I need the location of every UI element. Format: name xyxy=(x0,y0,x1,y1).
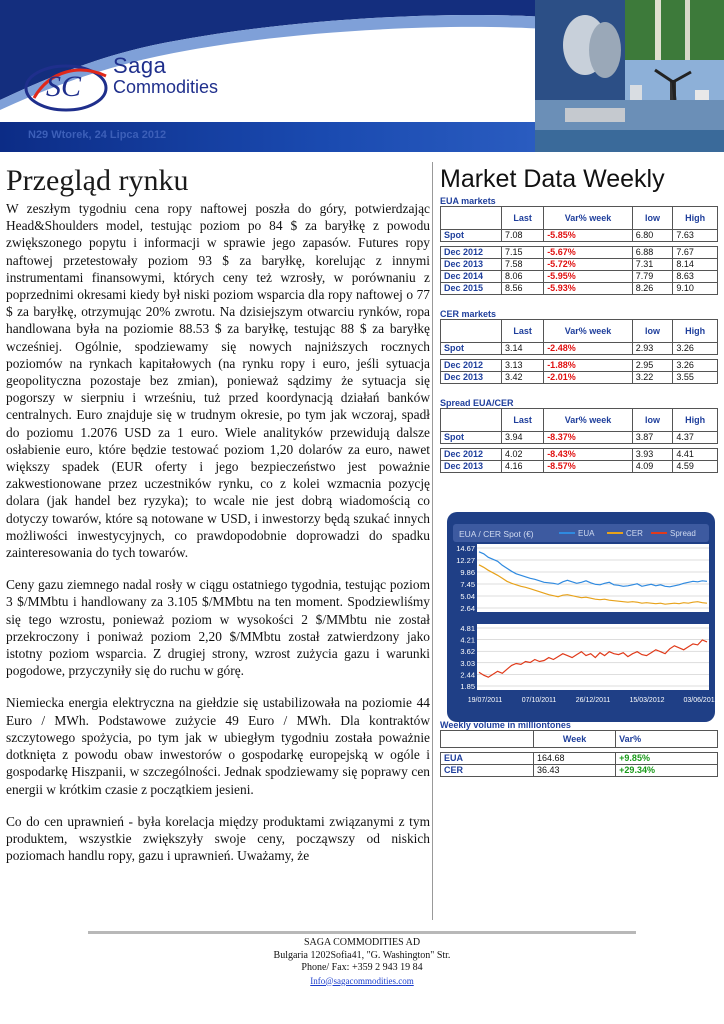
row-label: Dec 2013 xyxy=(441,461,502,473)
column-header: High xyxy=(673,320,718,343)
logo-text-saga: Saga xyxy=(113,53,167,78)
column-header: Var% week xyxy=(544,409,633,432)
column-header xyxy=(441,207,502,230)
table-row xyxy=(441,247,718,259)
table-cell: 3.94 xyxy=(502,432,544,444)
market-review-article xyxy=(6,162,430,879)
table-cell: -8.43% xyxy=(544,449,633,461)
y-tick-label: 2.64 xyxy=(460,604,475,613)
table-cell: 4.09 xyxy=(632,461,673,473)
row-label: Dec 2012 xyxy=(441,449,502,461)
table-cell: 3.55 xyxy=(673,372,718,384)
eua-markets-table xyxy=(440,206,718,295)
table-row xyxy=(441,765,718,777)
row-label: Dec 2013 xyxy=(441,259,502,271)
x-tick-label: 03/06/2012 xyxy=(683,697,719,704)
market-data-title: Market Data Weekly xyxy=(440,165,665,193)
table-cell: 4.59 xyxy=(673,461,718,473)
table-cell: -5.72% xyxy=(544,259,633,271)
table-cell: 7.67 xyxy=(673,247,718,259)
table-cell: 3.26 xyxy=(673,360,718,372)
row-label: Spot xyxy=(441,432,502,444)
table-cell: -8.57% xyxy=(544,461,633,473)
svg-text:SC: SC xyxy=(46,70,82,103)
footer-divider xyxy=(88,931,636,934)
legend-cer: CER xyxy=(626,529,643,538)
cer-markets-table xyxy=(440,319,718,384)
eua-cer-spot-chart xyxy=(447,512,719,722)
table-cell: 6.80 xyxy=(632,230,673,242)
cer-markets-label: CER markets xyxy=(440,309,497,319)
table-cell: 4.41 xyxy=(673,449,718,461)
column-header: Last xyxy=(502,409,544,432)
table-row xyxy=(441,449,718,461)
table-cell: 7.63 xyxy=(673,230,718,242)
table-row xyxy=(441,432,718,444)
logo-swoosh-icon xyxy=(20,50,112,120)
column-header: Last xyxy=(502,207,544,230)
column-header: low xyxy=(632,320,673,343)
article-paragraph: Ceny gazu ziemnego nadal rosły w ciągu ostatniego tygodnia, testując poziom 3 $/MMbtu i handlowany za 3.105 $/MMbtu na ten moment. Spodziewliśmy się tego wzrostu, ponieważ poziom w wysokości 2 $/MMbtu nie został przekroczony i poniważ poziom 2,20 $/MMbtu został zatwierdzony jako istotny poziom wsparcia. Z drugiej strony, wzrost zużycia gazu i warunki pogodowe, przyczyniły się do ruchu w górę. xyxy=(6,577,430,679)
issue-date-bar xyxy=(0,122,535,152)
table-cell: 2.95 xyxy=(632,360,673,372)
table-cell: 2.93 xyxy=(632,343,673,355)
table-cell: -5.93% xyxy=(544,283,633,295)
table-row xyxy=(441,360,718,372)
page-header xyxy=(0,0,724,152)
table-cell: +9.85% xyxy=(616,753,718,765)
table-cell: 8.56 xyxy=(502,283,544,295)
y-tick-label: 14.67 xyxy=(456,544,475,553)
table-row xyxy=(441,259,718,271)
market-data-panel xyxy=(440,162,722,473)
table-cell: -5.95% xyxy=(544,271,633,283)
row-label: Dec 2014 xyxy=(441,271,502,283)
chart-title: EUA / CER Spot (€) xyxy=(459,529,534,539)
row-label: Dec 2015 xyxy=(441,283,502,295)
x-tick-label: 19/07/2011 xyxy=(467,697,503,704)
table-cell: 9.10 xyxy=(673,283,718,295)
table-cell: -2.01% xyxy=(544,372,633,384)
spread-header-row xyxy=(441,409,718,432)
row-label: Spot xyxy=(441,343,502,355)
table-cell: 3.42 xyxy=(502,372,544,384)
y-tick-label: 7.45 xyxy=(460,580,475,589)
y-tick-label: 3.03 xyxy=(460,658,475,668)
cer-header-row xyxy=(441,320,718,343)
y-tick-label: 2.44 xyxy=(460,670,475,680)
column-header: low xyxy=(632,409,673,432)
table-cell: 7.31 xyxy=(632,259,673,271)
issue-date: N29 Wtorek, 24 Lipca 2012 xyxy=(28,129,167,141)
table-cell: -2.48% xyxy=(544,343,633,355)
weekly-volume-section xyxy=(440,720,722,777)
footer-phone: Phone/ Fax: +359 2 943 19 84 xyxy=(301,962,423,973)
article-paragraph: Niemiecka energia elektryczna na giełdzie się ustabilizowała na poziomie 44 Euro / MWh. Podstawowe zużycie 49 Euro / MWh. Dla kontraktów szczytowego spożycia, po tym jak w ubiegłym tygodniu została poważnie dotknięta z powodu obaw inwestorów o gospodarkę europejską w ogóle i gospodarkę Hiszpanii, w szczególności. Jednak spodziewamy się poprawy cen energii w krótkim czasie z początkiem jesieni. xyxy=(6,695,430,797)
table-cell: -5.67% xyxy=(544,247,633,259)
table-cell: 4.16 xyxy=(502,461,544,473)
column-header: Var% week xyxy=(544,207,633,230)
column-header xyxy=(441,731,534,748)
table-cell: 8.63 xyxy=(673,271,718,283)
table-row xyxy=(441,283,718,295)
table-cell: 8.06 xyxy=(502,271,544,283)
footer-email-link[interactable]: Info@sagacommodities.com xyxy=(310,975,414,986)
column-header xyxy=(441,409,502,432)
table-cell: 36.43 xyxy=(534,765,616,777)
column-header: Last xyxy=(502,320,544,343)
table-cell: 3.93 xyxy=(632,449,673,461)
table-cell: 4.37 xyxy=(673,432,718,444)
table-cell: 7.15 xyxy=(502,247,544,259)
volume-header-row xyxy=(441,731,718,748)
table-cell: 6.88 xyxy=(632,247,673,259)
column-header: Var% xyxy=(616,731,718,748)
header-photo-collage xyxy=(535,0,724,152)
row-label: EUA xyxy=(441,753,534,765)
y-tick-label: 3.62 xyxy=(460,647,475,657)
column-header: High xyxy=(673,409,718,432)
top-plot-area xyxy=(477,544,709,612)
table-cell: +29.34% xyxy=(616,765,718,777)
column-header: low xyxy=(632,207,673,230)
table-cell: 3.26 xyxy=(673,343,718,355)
column-divider xyxy=(432,162,433,920)
column-header: High xyxy=(673,207,718,230)
row-label: Dec 2012 xyxy=(441,247,502,259)
column-header xyxy=(441,320,502,343)
table-cell: 7.79 xyxy=(632,271,673,283)
bottom-plot-area xyxy=(477,624,709,690)
logo-text-commodities: Commodities xyxy=(113,77,219,97)
legend-spread: Spread xyxy=(670,529,696,538)
chart-background xyxy=(447,512,715,722)
table-cell: 4.02 xyxy=(502,449,544,461)
article-paragraph: W zeszłym tygodniu cena ropy naftowej poszła do góry, potwierdzając Head&Shoulders model, testując poziom po 84 $ za baryłkę z powodu zwiększonego popytu i informacji w sprawie jego zapasów. Futures ropy naftowej przetestowały poziom 93 $ za baryłkę, korelując z innymi instrumentami finansowymi, których ceny też wzrosły, w porównaniu z poprzednimi okresami kiedy był niski poziom wsparcia dla ropy naftowej o 77 $ za baryłkę, otrzymując 20% zwrotu. Na dzisiejszym otwarciu rynków, ropa handlowana była na poziomie 88.53 $ za baryłkę, testując 88 $ za baryłkę wcześniej. Ogólnie, spodziewamy się nowych najniższych rocznych poziomów na rynkach kapitałowych (na rynku ropy i euro, jeśli sytuacja geopolityczna pozostaje bez zmian), ponieważ sądzimy że sytuacja się pogorszy w sierpniu i wrześniu, tuż przed koordynacją działań banków centralnych. Euro znajduje się w trudnym okresie, po tym jak wczoraj, spadł do poziomu 1.2076 USD za 1 euro. Wiele analityków przewidują dalsze osłabienie euro, które będzie testować poziom 1,20 dolarów za euro, nawet większy spadek (EUR oferty i jego bezpieczeństwo jest poważnie zakwestionowane przez uczestników rynku, co z kolei wzmacnia pozycję dolara (jak handel bez ryzyka); to wcale nie jest dobrą wiadomością co dotyczy towarów, które są notowane w USD, i inwestorzy będą szukać innych możliwości inwestycyjnych, co prawdopodobnie doprowadzi do spadku zainteresowania do tych towarów. xyxy=(6,201,430,561)
table-cell: -1.88% xyxy=(544,360,633,372)
row-label: CER xyxy=(441,765,534,777)
table-cell: 7.58 xyxy=(502,259,544,271)
article-paragraph: Co do cen uprawnień - była korelacja między produktami związanymi z tym produktem, wszystkie zwiększyły swoje ceny, począwszy od niskich poziomach handlu ropy, gazu i uprawnień. Uważamy, że xyxy=(6,813,430,864)
table-row xyxy=(441,343,718,355)
table-row xyxy=(441,372,718,384)
y-tick-label: 4.81 xyxy=(460,624,475,633)
y-tick-label: 1.85 xyxy=(460,682,475,691)
table-row xyxy=(441,230,718,242)
spread-label: Spread EUA/CER xyxy=(440,398,514,408)
footer-address: Bulgaria 1202Sofia41, "G. Washington" Str. xyxy=(273,949,451,961)
footer-company: SAGA COMMODITIES AD xyxy=(303,937,421,948)
table-cell: -5.85% xyxy=(544,230,633,242)
y-tick-label: 5.04 xyxy=(460,592,475,601)
table-row xyxy=(441,461,718,473)
column-header: Week xyxy=(534,731,616,748)
table-cell: 3.87 xyxy=(632,432,673,444)
x-tick-label: 26/12/2011 xyxy=(575,697,611,704)
table-cell: 8.26 xyxy=(632,283,673,295)
y-tick-label: 4.21 xyxy=(460,635,475,645)
company-logo xyxy=(20,50,230,120)
table-cell: 8.14 xyxy=(673,259,718,271)
legend-eua: EUA xyxy=(578,529,595,538)
article-title: Przegląd rynku xyxy=(6,164,189,197)
y-tick-label: 9.86 xyxy=(460,568,475,577)
table-row xyxy=(441,271,718,283)
table-cell: 164.68 xyxy=(534,753,616,765)
row-label: Dec 2013 xyxy=(441,372,502,384)
x-tick-label: 07/10/2011 xyxy=(521,697,557,704)
x-tick-label: 15/03/2012 xyxy=(629,697,665,704)
table-cell: 3.22 xyxy=(632,372,673,384)
eua-header-row xyxy=(441,207,718,230)
column-header: Var% week xyxy=(544,320,633,343)
row-label: Spot xyxy=(441,230,502,242)
weekly-volume-label: Weekly volume in milliontones xyxy=(440,720,571,730)
page-footer xyxy=(0,937,724,988)
table-row xyxy=(441,753,718,765)
table-cell: 3.13 xyxy=(502,360,544,372)
table-cell: 3.14 xyxy=(502,343,544,355)
table-cell: -8.37% xyxy=(544,432,633,444)
weekly-volume-table xyxy=(440,730,718,777)
spread-table xyxy=(440,408,718,473)
y-tick-label: 12.27 xyxy=(456,556,475,565)
row-label: Dec 2012 xyxy=(441,360,502,372)
table-cell: 7.08 xyxy=(502,230,544,242)
eua-markets-label: EUA markets xyxy=(440,196,496,206)
